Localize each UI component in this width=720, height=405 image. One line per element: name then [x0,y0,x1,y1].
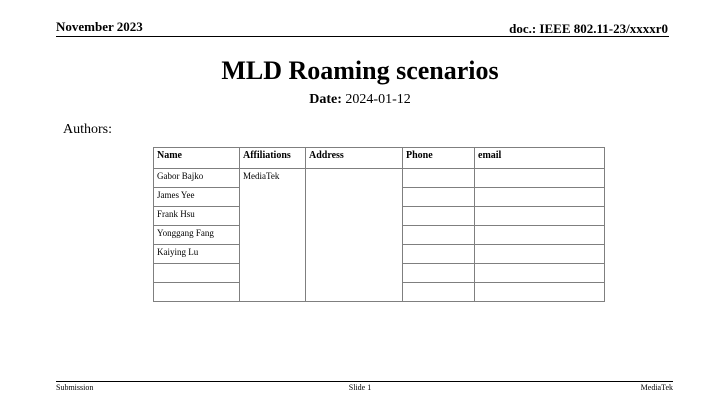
col-header-affiliations: Affiliations [240,148,306,169]
date-value: 2024-01-12 [345,92,411,107]
phone-cell [403,188,475,207]
name-cell [154,264,240,283]
footer-submission: Submission [56,383,94,392]
footer-slide-number: Slide 1 [348,383,372,392]
email-cell [475,264,605,283]
col-header-name: Name [154,148,240,169]
name-cell: Frank Hsu [154,207,240,226]
phone-cell [403,283,475,302]
table-header-row [154,148,605,169]
name-cell: Yonggang Fang [154,226,240,245]
email-cell [475,226,605,245]
name-cell: Kaiying Lu [154,245,240,264]
phone-cell [403,245,475,264]
email-cell [475,245,605,264]
name-cell: Gabor Bajko [154,169,240,188]
affiliation-cell: MediaTek [240,169,306,302]
name-cell [154,283,240,302]
footer-divider [56,381,673,382]
email-cell [475,207,605,226]
col-header-phone: Phone [403,148,475,169]
header-doc-id: doc.: IEEE 802.11-23/xxxxr0 [509,21,668,36]
authors-label: Authors: [63,122,112,137]
header-date: November 2023 [56,19,143,34]
email-cell [475,283,605,302]
email-cell [475,188,605,207]
address-cell [306,169,403,302]
footer-company: MediaTek [640,383,673,392]
phone-cell [403,264,475,283]
table-row [154,169,605,188]
authors-table [153,147,605,302]
phone-cell [403,207,475,226]
phone-cell [403,169,475,188]
phone-cell [403,226,475,245]
header-divider [56,36,669,37]
name-cell: James Yee [154,188,240,207]
date-label: Date: [309,92,342,107]
col-header-address: Address [306,148,403,169]
slide-title: MLD Roaming scenarios [221,56,499,85]
col-header-email: email [475,148,605,169]
email-cell [475,169,605,188]
date-line [0,92,720,108]
